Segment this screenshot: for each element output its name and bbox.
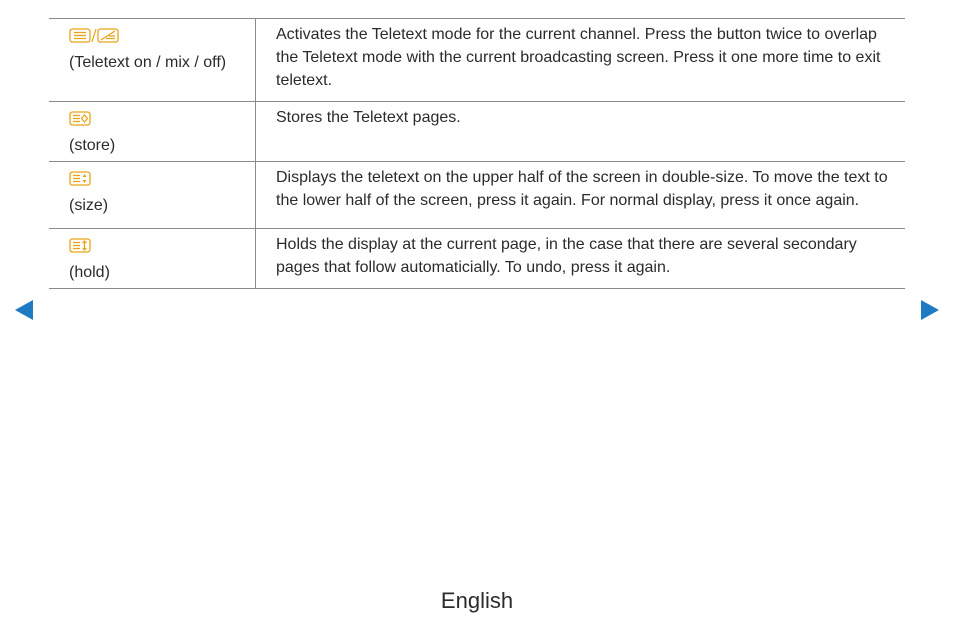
key-cell — [49, 162, 256, 229]
key-label: (store) — [69, 137, 116, 154]
icon-group — [69, 162, 245, 190]
description-cell: Stores the Teletext pages. — [276, 109, 461, 126]
key-cell — [49, 19, 256, 102]
description-cell: Displays the teletext on the upper half of the screen in double-size. To move the text to the lower half of the screen, press it again. For normal display, press it once again. — [276, 169, 888, 209]
key-label: (hold) — [69, 264, 110, 281]
table-row — [49, 102, 905, 162]
teletext-hold-icon — [69, 238, 91, 253]
key-cell — [49, 229, 256, 289]
key-cell — [49, 102, 256, 162]
teletext-on-icon — [69, 28, 91, 43]
description-cell: Activates the Teletext mode for the current channel. Press the button twice to overlap the Teletext mode with the current broadcasting screen. Press it one more time to exit teletext. — [276, 26, 881, 89]
table-row — [49, 162, 905, 229]
language-label: English — [440, 588, 514, 613]
previous-page-arrow-icon[interactable] — [15, 300, 33, 320]
teletext-store-icon — [69, 111, 91, 126]
description-cell: Holds the display at the current page, in the case that there are several secondary pages that follow automaticially. To undo, press it again. — [276, 236, 857, 276]
icon-group — [69, 19, 245, 47]
key-label: (size) — [69, 197, 109, 214]
icon-group — [69, 102, 245, 130]
next-page-arrow-icon[interactable] — [921, 300, 939, 320]
teletext-buttons-table — [49, 18, 905, 289]
teletext-mix-icon — [97, 28, 119, 43]
key-label: (Teletext on / mix / off) — [69, 54, 227, 71]
table-row — [49, 229, 905, 289]
teletext-size-icon — [69, 171, 91, 186]
table-row — [49, 19, 905, 102]
icon-group — [69, 229, 245, 257]
